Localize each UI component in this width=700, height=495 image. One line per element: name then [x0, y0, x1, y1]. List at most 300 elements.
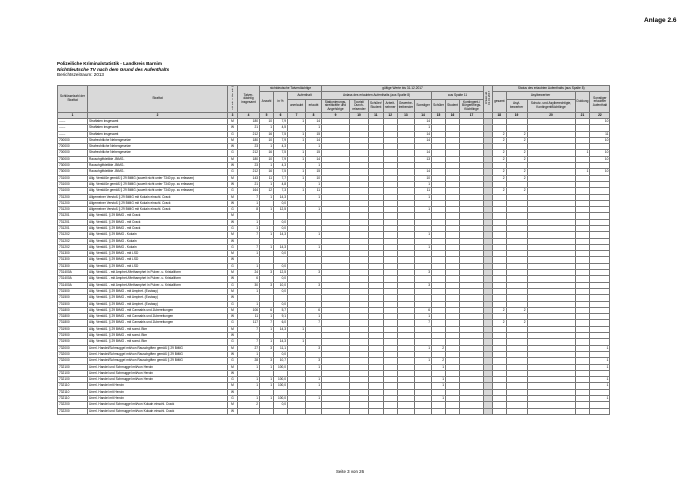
table-cell: W [228, 200, 238, 206]
table-cell: 1 [415, 232, 432, 238]
table-cell: 1 [415, 125, 432, 131]
table-cell: 14 [306, 118, 322, 124]
table-cell: G [228, 169, 238, 175]
table-cell: 731800 [58, 320, 88, 326]
table-cell [527, 408, 575, 414]
table-cell: 21 [238, 125, 260, 131]
column-number: 12 [383, 112, 397, 118]
table-cell: M [228, 156, 238, 162]
table-cell: 14,3 [274, 244, 288, 250]
col-schueler2: Schüler [432, 99, 446, 112]
col-aufenthalt: Aufenthalt [288, 92, 322, 100]
table-cell: 15 [306, 150, 322, 156]
table-cell: 1 [590, 377, 610, 383]
table-cell: 10 [590, 150, 610, 156]
table-cell: Allg. Verstöß. § 29 BtMG - mit Cannabis und Zubereitungen [88, 307, 228, 313]
table-cell: 732100 [58, 370, 88, 376]
column-number: 19 [506, 112, 527, 118]
table-cell: 10 [260, 118, 274, 124]
table-cell: 1 [415, 181, 432, 187]
column-number: 2 [88, 112, 228, 118]
table-cell: W [228, 181, 238, 187]
col-inproz: in % [274, 92, 288, 113]
table-cell: 11 [260, 175, 274, 181]
table-cell: 23 [238, 163, 260, 169]
table-cell: 180 [238, 118, 260, 124]
table-cell [590, 408, 610, 414]
table-cell: 1 [238, 364, 260, 370]
table-cell: 1 [260, 163, 274, 169]
table-cell: 1 [238, 396, 260, 402]
table-cell: 2 [493, 188, 506, 194]
table-cell [432, 408, 446, 414]
table-cell: M [228, 232, 238, 238]
table-cell: 1 [238, 200, 260, 206]
table-cell [274, 408, 288, 414]
table-cell: 1 [306, 207, 322, 213]
table-cell: 212 [238, 150, 260, 156]
table-cell: 6,0 [274, 320, 288, 326]
table-cell: 0,0 [274, 301, 288, 307]
table-cell: 1 [415, 345, 432, 351]
table-cell: 10,0 [274, 282, 288, 288]
table-cell: M [228, 137, 238, 143]
table-cell [446, 408, 460, 414]
table-cell: 0,0 [274, 402, 288, 408]
table-cell: Allg. Verstöß. § 29 BtMG - mit LSD [88, 251, 228, 257]
column-number: 18 [493, 112, 506, 118]
table-cell: 2 [432, 358, 446, 364]
col-gewerbe: Gewerbe-treibender [397, 99, 414, 112]
table-cell: 731800 [58, 307, 88, 313]
table-cell: Straftaten insgesamt [88, 131, 228, 137]
column-number: 17 [460, 112, 484, 118]
table-cell: W [228, 125, 238, 131]
table-cell: 2 [506, 320, 527, 326]
table-cell: Unerl. Handel mit Heroin [88, 396, 228, 402]
table-cell: Unerl. Handel und Schmuggel mit/von Kokain einschl. Crack [88, 402, 228, 408]
table-cell: 1 [306, 125, 322, 131]
table-cell: 6 [306, 307, 322, 313]
report-subtitle: Nichtdeutsche TV nach dem Grund des Aufenthalts [57, 66, 170, 72]
table-cell: 731202 [58, 244, 88, 250]
table-cell: 4,3 [274, 163, 288, 169]
table-cell: 0,0 [274, 276, 288, 282]
table-cell: 732110 [58, 383, 88, 389]
table-cell: 16 [260, 150, 274, 156]
table-cell: 10 [306, 175, 322, 181]
table-cell: M [228, 270, 238, 276]
table-cell: G [228, 188, 238, 194]
column-number: 6 [274, 112, 288, 118]
table-cell: 1 [288, 326, 306, 332]
table-cell: 731300 [58, 251, 88, 257]
table-cell: G [228, 377, 238, 383]
table-cell [460, 408, 484, 414]
col-student: Student [446, 99, 460, 112]
table-cell [238, 408, 260, 414]
table-cell: 1 [432, 383, 446, 389]
col-kontingent: Kontingent-/ Bürgerkriegs-flüchtlinge [460, 99, 484, 112]
table-cell: Unerl. Handel/Schmuggel mit/von Rauschgiften gemäß § 29 BtMG [88, 358, 228, 364]
column-number: 16 [446, 112, 460, 118]
table-cell: 7,9 [274, 137, 288, 143]
col-staat: Stationierungs-streitkräfte und Angehörige [322, 99, 350, 112]
column-number: 20 [527, 112, 575, 118]
table-cell: 6 [260, 307, 274, 313]
col-gueltig: gültige Werte bis 31.12.2017 [322, 86, 484, 92]
table-cell: G [228, 282, 238, 288]
table-cell: 100,0 [274, 377, 288, 383]
table-cell: 1 [306, 364, 322, 370]
table-cell: 1 [260, 326, 274, 332]
table-cell: 100,0 [274, 383, 288, 389]
table-cell: 8 [238, 207, 260, 213]
table-cell: 700000 [58, 137, 88, 143]
table-cell: M [228, 326, 238, 332]
table-cell: M [228, 175, 238, 181]
table-cell: ------ [58, 118, 88, 124]
table-cell: 2 [493, 320, 506, 326]
table-cell: 2 [506, 156, 527, 162]
table-cell: 3 [415, 282, 432, 288]
table-cell [306, 408, 322, 414]
table-cell: 1 [288, 339, 306, 345]
table-cell: 11 [415, 188, 432, 194]
table-cell: 1 [590, 345, 610, 351]
table-cell: Allg. Verstöß. § 29 BtMG - mit Cannabis und Zubereitungen [88, 320, 228, 326]
table-cell: G [228, 244, 238, 250]
table-cell: 1 [238, 219, 260, 225]
table-cell: 1 [306, 383, 322, 389]
table-cell: 1 [415, 358, 432, 364]
table-cell: 1 [260, 207, 274, 213]
table-cell [350, 408, 369, 414]
table-cell: W [228, 295, 238, 301]
table-cell: 4,5 [274, 125, 288, 131]
table-cell: 1 [415, 207, 432, 213]
table-cell: M [228, 288, 238, 294]
table-cell: 2 [506, 188, 527, 194]
table-cell: 3 [306, 345, 322, 351]
table-cell: 1 [260, 383, 274, 389]
table-cell: W [228, 257, 238, 263]
table-cell: 731202 [58, 232, 88, 238]
table-cell: W [228, 144, 238, 150]
column-number: 4 [238, 112, 260, 118]
table-cell: W [228, 276, 238, 282]
statistics-table [57, 85, 610, 415]
table-cell: 1 [288, 131, 306, 137]
table-cell: 7,3 [274, 188, 288, 194]
column-number: 21 [575, 112, 590, 118]
col-ab-label: Anlass ab 01.01.2017 [484, 91, 492, 106]
table-cell: 731500 [58, 295, 88, 301]
table-cell: 731400A [58, 276, 88, 282]
table-cell: W [228, 370, 238, 376]
table-cell: M [228, 307, 238, 313]
table-cell: 0,0 [274, 225, 288, 231]
table-cell: 1 [306, 244, 322, 250]
table-cell: 2 [493, 156, 506, 162]
table-cell: Allg. Verstöß. § 29 BtMG - mit Cannabis und Zubereitungen [88, 314, 228, 320]
table-cell: Allg. Verstöß. § 29 BtMG - mit Amphet. (Ecstasy) [88, 295, 228, 301]
table-cell: 212 [238, 131, 260, 137]
col-arbeit: Arbeit-nehmer [383, 99, 397, 112]
col-schluessel: Schlüsselzahl der Straftat [58, 86, 88, 113]
table-cell: 731201 [58, 213, 88, 219]
table-cell: 731400A [58, 270, 88, 276]
table-cell: 2 [506, 175, 527, 181]
table-cell: 0,0 [274, 351, 288, 357]
table-cell: Allg. Verstöß. - mit Amphet./Methamphet in Pulver- u. Kristallform [88, 270, 228, 276]
table-cell: 731300 [58, 257, 88, 263]
table-cell [506, 408, 527, 414]
table-cell: Allg. Verstöße gemäß § 29 BtMG (soweit nicht unter 7340 pp. zu erfassen) [88, 181, 228, 187]
table-cell: 14 [306, 137, 322, 143]
table-cell: 7 [238, 326, 260, 332]
table-cell [484, 408, 493, 414]
col-anzahl: Anzahl [260, 92, 274, 113]
table-cell: Allg. Verstöß. § 29 BtMG - Kokain [88, 232, 228, 238]
table-cell: 1 [260, 244, 274, 250]
table-cell: 1 [575, 169, 590, 175]
table-cell: G [228, 150, 238, 156]
table-cell: W [228, 408, 238, 414]
table-cell: 7 [306, 320, 322, 326]
table-cell: 7,9 [274, 118, 288, 124]
table-cell: 106 [238, 307, 260, 313]
table-cell: 2 [432, 345, 446, 351]
table-cell: M [228, 118, 238, 124]
table-cell: 1 [238, 301, 260, 307]
table-cell: 10 [590, 118, 610, 124]
table-cell: 12 [260, 188, 274, 194]
table-cell: 3 [260, 358, 274, 364]
table-cell: Allg. Verstöß. § 29 BtMG - mit LSD [88, 263, 228, 269]
table-cell: 14 [415, 137, 432, 143]
table-cell: 15 [306, 169, 322, 175]
table-cell: Allgemeiner Verstoß § 29 BtMG mit Kokain einschl. Crack [88, 200, 228, 206]
table-cell: 7 [238, 232, 260, 238]
table-cell: Allg. Verstöß. § 29 BtMG - mit Amphet. (Ecstasy) [88, 288, 228, 294]
table-cell: M [228, 402, 238, 408]
table-cell: 730000 [58, 156, 88, 162]
col-anlass: Anlass des erlaubten Aufenthalts (aus Spalte 8) [322, 92, 432, 100]
table-cell: Allg. Verstöß. § 29 BtMG - Kokain [88, 244, 228, 250]
col-asylb: Asyl-bewerber [506, 99, 527, 112]
col-status: Status des erlaubten Aufenthalts (aus Spalte 8) [493, 86, 610, 92]
column-number: 5 [260, 112, 274, 118]
table-cell: 732200 [58, 408, 88, 414]
table-cell: 5,7 [274, 307, 288, 313]
table-cell: 0,0 [274, 251, 288, 257]
table-cell: 11 [238, 314, 260, 320]
table-cell: Rauschgiftdelikte -BtMG- [88, 163, 228, 169]
table-cell: 1 [238, 377, 260, 383]
table-cell: 180 [238, 156, 260, 162]
table-cell: 1 [306, 314, 322, 320]
table-cell: 164 [238, 188, 260, 194]
col-unerlaubt: unerlaubt [288, 99, 306, 112]
table-cell: Unerl. Handel mit Heroin [88, 383, 228, 389]
table-cell: Rauschgiftdelikte -BtMG- [88, 169, 228, 175]
table-cell: Unerl. Handel und Schmuggel mit/von Heroin [88, 364, 228, 370]
column-number: 10 [350, 112, 369, 118]
table-cell: M [228, 383, 238, 389]
table-cell: 3 [260, 345, 274, 351]
table-cell: 143 [238, 175, 260, 181]
table-body [58, 118, 610, 414]
table-cell: 732100 [58, 364, 88, 370]
table-cell: 10 [590, 156, 610, 162]
table-cell: 731500 [58, 301, 88, 307]
table-cell: G [228, 131, 238, 137]
table-cell: 7,7 [274, 175, 288, 181]
col-sonstige: Sonstiger [415, 99, 432, 112]
table-cell: 117 [238, 320, 260, 326]
column-number: 13 [397, 112, 414, 118]
table-cell: Strafrechtliche Nebengesetze [88, 150, 228, 156]
table-cell: 2 [238, 402, 260, 408]
table-cell: 731000 [58, 175, 88, 181]
table-cell: 11 [306, 188, 322, 194]
table-cell: M [228, 213, 238, 219]
table-cell: 1 [260, 396, 274, 402]
table-cell: 731000 [58, 188, 88, 194]
table-cell: 1 [415, 314, 432, 320]
table-cell: 14 [415, 150, 432, 156]
table-cell: 2 [506, 150, 527, 156]
annex-label: Anlage 2.6 [644, 17, 677, 24]
table-cell [493, 408, 506, 414]
table-cell: 1 [432, 377, 446, 383]
table-cell: 10,7 [274, 358, 288, 364]
table-cell: G [228, 207, 238, 213]
col-gesamt: gesamt [493, 92, 506, 113]
table-cell: W [228, 351, 238, 357]
table-cell: 1 [306, 181, 322, 187]
table-cell [369, 408, 384, 414]
table-cell: 12,5 [274, 270, 288, 276]
table-cell: Unerl. Handel und Schmuggel mit/von Heroin [88, 370, 228, 376]
table-cell: 14 [415, 169, 432, 175]
table-cell: 180 [238, 137, 260, 143]
table-cell: 7 [238, 244, 260, 250]
table-cell: 7,9 [274, 156, 288, 162]
table-cell: Allg. Verstöße gemäß § 29 BtMG (soweit nicht unter 7340 pp. zu erfassen) [88, 175, 228, 181]
table-cell: 1 [260, 339, 274, 345]
column-number: 8 [306, 112, 322, 118]
col-schutz: Schutz- und Asylberechtigte, Kontingentflüchtlinge [527, 99, 575, 112]
table-cell: 3 [306, 282, 322, 288]
col-duldung: Duldung [575, 92, 590, 113]
table-cell: 731200 [58, 207, 88, 213]
table-cell: 732110 [58, 389, 88, 395]
table-cell: 100,0 [274, 396, 288, 402]
column-number: 11 [369, 112, 384, 118]
table-cell: 731201 [58, 225, 88, 231]
col-straftat: Straftat [88, 86, 228, 113]
table-cell: Allg. Verstöß. § 29 BtMG - mit sonst. Btm [88, 339, 228, 345]
table-cell: M [228, 364, 238, 370]
table-cell: Allg. Verstöß. § 29 BtMG - mit sonst. Btm [88, 326, 228, 332]
table-cell: 2 [493, 175, 506, 181]
table-cell: 732000 [58, 345, 88, 351]
table-cell: 12,5 [274, 207, 288, 213]
table-cell: Unerl. Handel/Schmuggel mit/von Rauschgiften gemäß § 29 BtMG [88, 345, 228, 351]
table-cell: 14 [306, 156, 322, 162]
table-cell: 6 [238, 276, 260, 282]
table-cell: 731300 [58, 263, 88, 269]
table-cell: 1 [575, 150, 590, 156]
table-cell: G [228, 320, 238, 326]
table-cell: 1 [432, 396, 446, 402]
table-cell: 7 [238, 194, 260, 200]
col-tourist: Tourist/ Durch-reisender [350, 99, 369, 112]
table-cell: 7 [260, 320, 274, 326]
table-cell: 1 [288, 137, 306, 143]
table-cell: 10 [415, 175, 432, 181]
table-cell: 13 [415, 156, 432, 162]
table-cell: 14,3 [274, 339, 288, 345]
table-cell: 4,8 [274, 181, 288, 187]
table-cell: 1 [260, 314, 274, 320]
column-number: 1 [58, 112, 88, 118]
table-cell: 2 [506, 137, 527, 143]
table-cell: 1 [288, 175, 306, 181]
table-cell: 2 [506, 169, 527, 175]
table-cell: Unerl. Handel/Schmuggel mit/von Rauschgiften gemäß § 29 BtMG [88, 351, 228, 357]
table-cell: 1 [415, 244, 432, 250]
table-cell: Straftaten insgesamt [88, 125, 228, 131]
page-footer: Seite 3 von 26 [335, 469, 365, 474]
table-cell: 24 [238, 270, 260, 276]
table-cell: M [228, 194, 238, 200]
table-cell: 14 [415, 131, 432, 137]
table-cell: 7 [238, 339, 260, 345]
table-cell: 2 [493, 131, 506, 137]
col-tverd: Tatver-dächtig insgesamt [238, 86, 260, 113]
table-cell: 700000 [58, 144, 88, 150]
table-cell: 731800 [58, 314, 88, 320]
table-cell: 3 [306, 270, 322, 276]
table-cell: 1 [260, 144, 274, 150]
table-cell: 1 [288, 156, 306, 162]
table-cell: 7,5 [274, 131, 288, 137]
table-cell: G [228, 263, 238, 269]
col-nichtdt: nichtdeutsche Tatverdächtige [260, 86, 322, 92]
table-cell: 23 [238, 144, 260, 150]
table-cell: 1 [590, 396, 610, 402]
table-cell: W [228, 333, 238, 339]
table-cell: 9,1 [274, 314, 288, 320]
table-cell: 16 [260, 131, 274, 137]
table-cell [288, 408, 306, 414]
table-cell: Allg. Verstöß. § 29 BtMG - mit Amphet. (Ecstasy) [88, 301, 228, 307]
table-cell: 1 [432, 364, 446, 370]
table-cell: 1 [260, 181, 274, 187]
table-cell [575, 408, 590, 414]
table-cell: 731201 [58, 219, 88, 225]
table-cell: W [228, 389, 238, 395]
col-schueler: Schüler/ Student [369, 99, 384, 112]
table-cell: 1 [260, 194, 274, 200]
table-cell: 1 [238, 351, 260, 357]
table-cell: 2 [493, 169, 506, 175]
table-cell: ------ [58, 125, 88, 131]
table-cell: G [228, 225, 238, 231]
